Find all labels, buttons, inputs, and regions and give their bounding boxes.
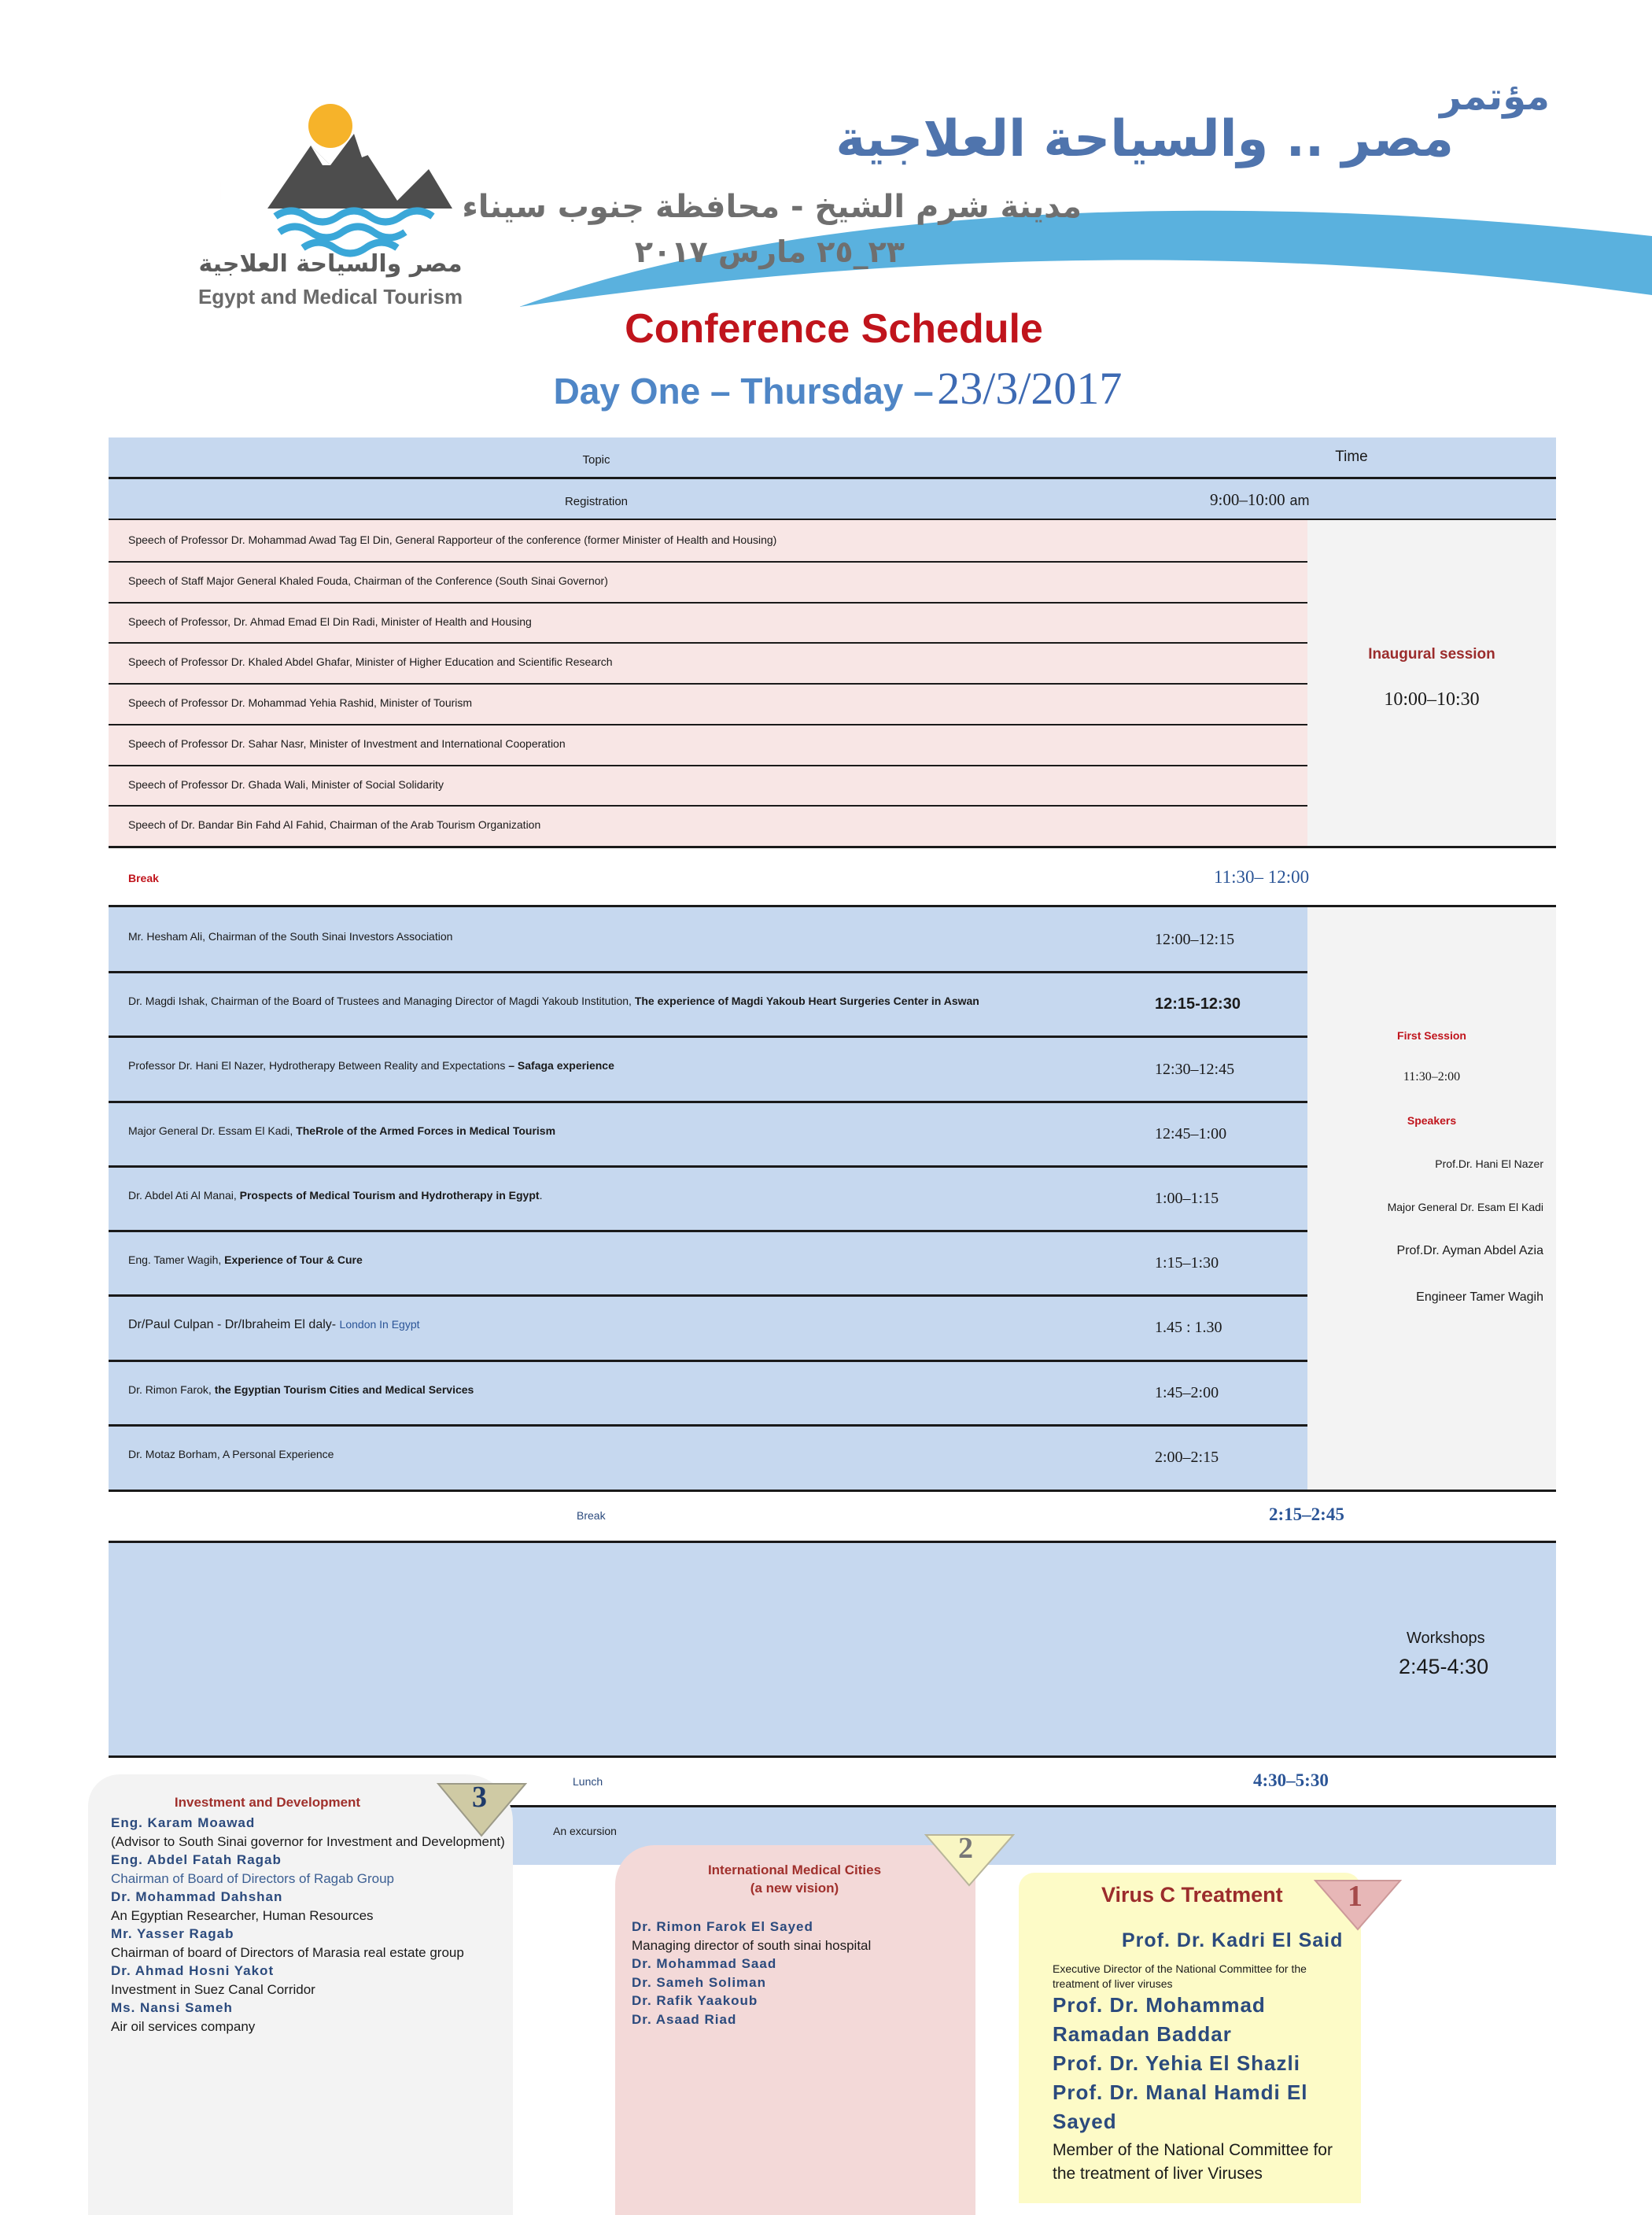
member-role: An Egyptian Researcher, Human Resources <box>111 1907 374 1923</box>
registration-row <box>109 479 1556 519</box>
member-name: Dr. Mohammad Saad <box>632 1956 777 1971</box>
row-divider <box>109 602 1307 604</box>
workshop-box-2 <box>615 1845 975 2215</box>
row-divider <box>109 1165 1307 1168</box>
lunch-time: 4:30–5:30 <box>1253 1770 1329 1790</box>
talk-time: 12:45–1:00 <box>1155 1124 1227 1143</box>
talk-speaker: Major General Dr. Essam El Kadi, <box>128 1124 297 1137</box>
talk-row <box>109 907 1307 972</box>
workshop-1-lead: Prof. Dr. Kadri El Said <box>1122 1929 1344 1951</box>
workshop-2-title: International Medical Cities <box>707 1862 882 1877</box>
talk-row <box>109 1231 1307 1295</box>
member-name: Dr. Sameh Soliman <box>632 1974 766 1990</box>
member-name: Ms. Nansi Sameh <box>111 2000 233 2015</box>
member-name: Eng. Abdel Fatah Ragab <box>111 1852 282 1867</box>
talk-subject: the Egyptian Tourism Cities and Medical Services <box>214 1383 474 1396</box>
day-title-prefix: Day One – Thursday – <box>553 371 934 412</box>
speaker-2: Major General Dr. Esam El Kadi <box>1387 1201 1543 1213</box>
talk-topic <box>128 1251 1041 1268</box>
inaugural-session-block <box>109 520 1556 846</box>
talk-row <box>109 1166 1307 1231</box>
member-name: Dr. Ahmad Hosni Yakot <box>111 1963 275 1978</box>
conference-logo <box>193 90 484 315</box>
workshop-3-members <box>111 1814 551 2036</box>
inaugural-speech-item: Speech of Professor Dr. Mohammad Yehia Rashid, Minister of Tourism <box>128 696 473 709</box>
talk-row <box>109 1036 1307 1101</box>
talk-time: 1:45–2:00 <box>1155 1383 1219 1401</box>
talk-subject: The experience of Magdi Yakoub Heart Surgeries Center in Aswan <box>634 995 979 1008</box>
workshop-1-lead-role: Executive Director of the National Committee for the treatment of liver viruses <box>1053 1962 1307 1990</box>
member-role: (Advisor to South Sinai governor for Investment and Development) <box>111 1833 505 1849</box>
workshops-row <box>109 1543 1556 1755</box>
workshop-2-members <box>632 1918 970 2029</box>
break-row-1 <box>109 848 1556 905</box>
arabic-city: مدينة شرم الشيخ - محافظة جنوب سيناء <box>462 189 1082 225</box>
talk-speaker: Mr. Hesham Ali, Chairman of the South Sinai Investors Association <box>128 930 453 943</box>
talk-topic <box>128 1057 1041 1074</box>
talk-speaker: Dr. Abdel Ati Al Manai, <box>128 1188 240 1202</box>
row-divider <box>109 724 1307 725</box>
speaker-1: Prof.Dr. Hani El Nazer <box>1435 1157 1543 1170</box>
row-divider <box>109 971 1307 973</box>
arabic-conference-word: مؤتمر <box>1440 75 1550 119</box>
talk-time: 12:30–12:45 <box>1155 1060 1235 1078</box>
talk-speaker: Dr. Magdi Ishak, Chairman of the Board of Trustees and Managing Director of Magdi Yakoub Institution, <box>128 995 635 1008</box>
talk-topic <box>128 1316 1041 1334</box>
row-divider <box>109 1294 1307 1297</box>
talk-subject: – Safaga experience <box>508 1059 614 1072</box>
inaugural-speech-item: Speech of Professor Dr. Mohammad Awad Tag El Din, General Rapporteur of the conference (former Minister of Health and Housing) <box>128 533 777 546</box>
workshops-label: Workshops <box>1407 1630 1485 1647</box>
table-header-row <box>109 437 1556 477</box>
registration-time-value: 9:00–10:00 <box>1210 490 1285 509</box>
arabic-conference-title: مصر .. والسياحة العلاجية <box>835 110 1454 168</box>
break-time-2: 2:15–2:45 <box>1269 1504 1344 1524</box>
inaugural-speech-item: Speech of Professor Dr. Khaled Abdel Ghafar, Minister of Higher Education and Scientific Research <box>128 655 613 669</box>
workshop-2-number: 2 <box>958 1832 973 1865</box>
talk-row <box>109 972 1307 1036</box>
workshop-3-number: 3 <box>472 1781 487 1814</box>
member-role: Chairman of board of Directors of Marasia real estate group <box>111 1944 464 1960</box>
talk-row <box>109 1425 1307 1490</box>
row-divider <box>109 1360 1307 1362</box>
arabic-date: ٢٣_٢٥ مارس ٢٠١٧ <box>634 234 905 269</box>
workshop-1-member-2: Prof. Dr. Yehia El Shazli <box>1053 2051 1300 2075</box>
registration-time <box>1210 490 1310 510</box>
talk-row <box>109 1102 1307 1166</box>
speaker-4: Engineer Tamer Wagih <box>1416 1290 1543 1304</box>
break-time-1: 11:30– 12:00 <box>1214 867 1310 887</box>
talk-time: 1:15–1:30 <box>1155 1254 1219 1272</box>
workshop-2-subtitle: (a new vision) <box>750 1881 839 1896</box>
talk-row <box>109 1360 1307 1425</box>
workshop-1-member-3: Prof. Dr. Manal Hamdi El Sayed <box>1053 2080 1308 2133</box>
talk-topic <box>128 1122 1041 1139</box>
excursion-label: An excursion <box>553 1825 617 1837</box>
day-title-date: 23/3/2017 <box>937 363 1123 414</box>
inaugural-speech-item: Speech of Professor Dr. Sahar Nasr, Minister of Investment and International Cooperation <box>128 736 566 750</box>
row-divider <box>109 1230 1307 1232</box>
row-divider <box>109 1036 1307 1038</box>
row-divider <box>109 805 1307 807</box>
member-name: Dr. Asaad Riad <box>632 2011 737 2027</box>
talk-topic <box>128 1381 1041 1398</box>
talk-speaker: Dr/Paul Culpan - Dr/Ibraheim El daly- <box>128 1318 340 1332</box>
talk-speaker: Dr. Motaz Borham, A Personal Experience <box>128 1447 334 1460</box>
row-divider <box>109 561 1307 563</box>
break-label-2: Break <box>577 1509 606 1522</box>
conference-schedule-title: Conference Schedule <box>625 306 1043 352</box>
speakers-label: Speakers <box>1407 1114 1457 1127</box>
talk-topic <box>128 1445 1041 1463</box>
talk-subject: Experience of Tour & Cure <box>224 1253 363 1267</box>
row-divider <box>109 765 1307 766</box>
talk-speaker: Eng. Tamer Wagih, <box>128 1253 225 1267</box>
topic-header: Topic <box>582 453 610 467</box>
talk-row <box>109 1295 1307 1360</box>
talk-time: 2:00–2:15 <box>1155 1448 1219 1466</box>
inaugural-session-label: Inaugural session <box>1368 646 1495 663</box>
member-role: Investment in Suez Canal Corridor <box>111 1981 315 1997</box>
inaugural-session-time: 10:00–10:30 <box>1384 689 1480 710</box>
member-role: Chairman of Board of Directors of Ragab Group <box>111 1870 395 1886</box>
talk-time: 12:15-12:30 <box>1155 995 1241 1013</box>
break-row-2 <box>109 1492 1556 1541</box>
talk-topic <box>128 928 1041 945</box>
lunch-label: Lunch <box>573 1775 603 1788</box>
talk-time: 1.45 : 1.30 <box>1155 1319 1222 1337</box>
member-role: Air oil services company <box>111 2018 256 2034</box>
logo-english-text: Egypt and Medical Tourism <box>197 285 463 308</box>
registration-ampm: am <box>1289 493 1310 508</box>
workshop-1-footer: Member of the National Committee for the treatment of liver Viruses <box>1053 2141 1333 2183</box>
workshop-1-number: 1 <box>1348 1880 1363 1913</box>
member-name: Eng. Karam Moawad <box>111 1815 256 1830</box>
workshop-1-member-1: Prof. Dr. Mohammad Ramadan Baddar <box>1053 1993 1266 2046</box>
row-divider <box>109 642 1307 644</box>
talk-time: 1:00–1:15 <box>1155 1189 1219 1207</box>
inaugural-speech-item: Speech of Professor, Dr. Ahmad Emad El Din Radi, Minister of Health and Housing <box>128 615 532 628</box>
row-divider <box>109 1424 1307 1427</box>
workshops-time: 2:45-4:30 <box>1399 1655 1489 1678</box>
talk-speaker: Dr. Rimon Farok, <box>128 1383 215 1396</box>
talk-speaker: Professor Dr. Hani El Nazer, Hydrotherapy Between Reality and Expectations <box>128 1059 509 1072</box>
talk-subject: London In Egypt <box>339 1318 420 1331</box>
logo-arabic-text: مصر والسياحة العلاجية <box>198 250 463 278</box>
member-name: Mr. Yasser Ragab <box>111 1926 234 1941</box>
talk-time: 12:00–12:15 <box>1155 931 1235 949</box>
talk-punctuation: . <box>539 1188 543 1202</box>
talk-topic <box>128 1187 1041 1204</box>
talk-subject: Prospects of Medical Tourism and Hydrotherapy in Egypt <box>239 1188 540 1202</box>
talk-subject: TheRrole of the Armed Forces in Medical Tourism <box>296 1124 556 1137</box>
inaugural-speech-item: Speech of Professor Dr. Ghada Wali, Minister of Social Solidarity <box>128 777 444 791</box>
first-session-label: First Session <box>1397 1029 1466 1042</box>
first-session-block <box>109 907 1556 1490</box>
workshop-1-title: Virus C Treatment <box>1101 1883 1283 1907</box>
member-name: Dr. Rafik Yaakoub <box>632 1993 758 2008</box>
day-title <box>0 362 1652 415</box>
workshop-3-title: Investment and Development <box>174 1795 361 1810</box>
first-session-time: 11:30–2:00 <box>1403 1070 1461 1084</box>
registration-label: Registration <box>564 495 629 508</box>
member-name: Dr. Mohammad Dahshan <box>111 1889 283 1904</box>
row-divider <box>109 683 1307 685</box>
member-role: Managing director of south sinai hospital <box>632 1937 872 1953</box>
inaugural-speech-item: Speech of Dr. Bandar Bin Fahd Al Fahid, Chairman of the Arab Tourism Organization <box>128 818 541 832</box>
row-divider <box>109 1101 1307 1103</box>
break-label-1: Break <box>128 872 159 884</box>
time-header: Time <box>1335 449 1368 465</box>
inaugural-speech-item: Speech of Staff Major General Khaled Fouda, Chairman of the Conference (South Sinai Governor) <box>128 574 608 587</box>
member-name: Dr. Rimon Farok El Sayed <box>632 1919 813 1934</box>
speaker-3: Prof.Dr. Ayman Abdel Azia <box>1396 1244 1543 1257</box>
talk-topic <box>128 992 1041 1010</box>
